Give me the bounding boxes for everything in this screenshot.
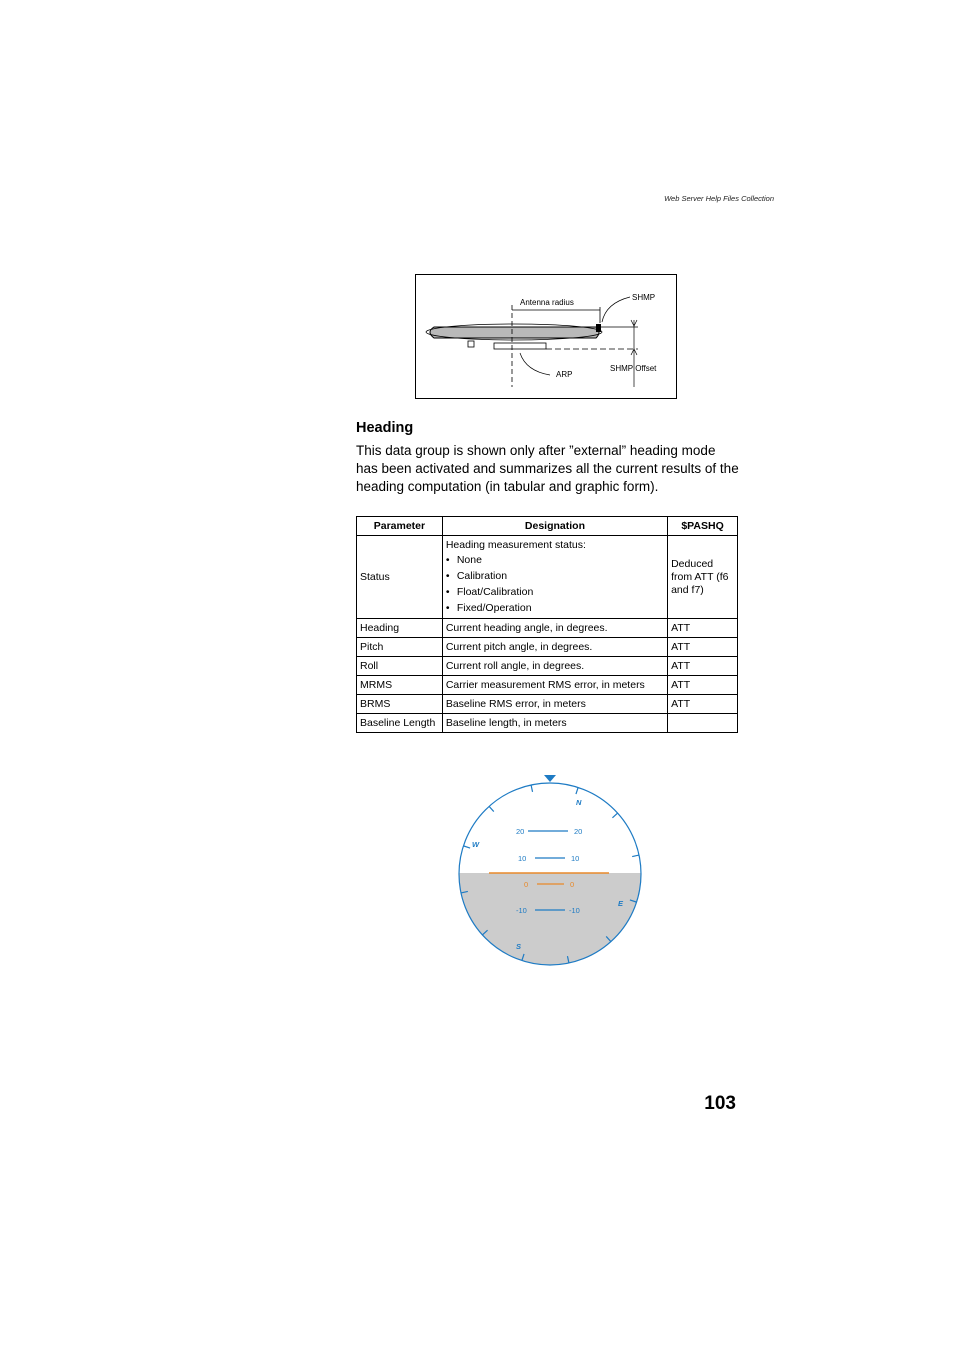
antenna-diagram-graphic (416, 275, 678, 400)
status-pashq-cell: Deduced from ATT (f6 and f7) (668, 536, 738, 619)
pashq-cell: ATT (668, 619, 738, 638)
pitch-label-minus-10-right: -10 (569, 906, 580, 915)
designation-cell: Baseline RMS error, in meters (442, 695, 667, 714)
column-header-designation: Designation (442, 517, 667, 536)
pashq-cell: ATT (668, 657, 738, 676)
cardinal-n: N (576, 798, 582, 807)
table-row (357, 676, 738, 695)
pashq-cell (668, 714, 738, 733)
pitch-label-20-left: 20 (516, 827, 525, 836)
arp-leader (520, 353, 550, 375)
ground-area (454, 873, 646, 970)
shmp-leader (602, 297, 630, 322)
status-intro-text: Heading measurement status: (445, 539, 586, 551)
cardinal-e: E (618, 899, 624, 908)
table-row (357, 638, 738, 657)
heading-pointer-icon (544, 775, 556, 782)
status-parameter-cell: Status (357, 536, 443, 619)
column-header-parameter: Parameter (357, 517, 443, 536)
status-designation-cell (442, 536, 667, 619)
table-row (357, 695, 738, 714)
section-body: This data group is shown only after ”external” heading mode has been activated and summarizes all the current results of the heading computation (in tabular and graphic form). (356, 443, 739, 494)
pitch-label-20-right: 20 (574, 827, 583, 836)
status-list-item: • Calibration (446, 568, 664, 584)
compass-tick (612, 813, 617, 818)
designation-cell: Current pitch angle, in degrees. (442, 638, 667, 657)
status-list-item: • Float/Calibration (446, 584, 664, 600)
antenna-body (430, 327, 599, 338)
pashq-cell: ATT (668, 638, 738, 657)
parameter-cell: Heading (357, 619, 443, 638)
arp-label: ARP (556, 370, 573, 379)
designation-cell: Current roll angle, in degrees. (442, 657, 667, 676)
table-row-status (357, 536, 738, 619)
pitch-label-10-right: 10 (571, 854, 580, 863)
compass-tick (576, 787, 578, 794)
parameter-cell: Roll (357, 657, 443, 676)
pashq-cell: ATT (668, 676, 738, 695)
antenna-connector (468, 341, 474, 347)
cardinal-s: S (516, 942, 522, 951)
parameter-cell: Baseline Length (357, 714, 443, 733)
column-header-pashq: $PASHQ (668, 517, 738, 536)
pitch-label-0-left: 0 (524, 880, 529, 889)
compass-tick (463, 846, 470, 848)
parameter-cell: Pitch (357, 638, 443, 657)
shmp-label: SHMP (632, 293, 656, 302)
parameter-cell: MRMS (357, 676, 443, 695)
designation-cell: Carrier measurement RMS error, in meters (442, 676, 667, 695)
attitude-indicator (454, 772, 646, 970)
table-header-row (357, 517, 738, 536)
parameter-cell: BRMS (357, 695, 443, 714)
heading-parameter-table (356, 516, 738, 733)
shmp-offset-label: SHMP Offset (610, 364, 657, 373)
shmp-marker (596, 324, 601, 332)
table-row (357, 714, 738, 733)
section-title: Heading (356, 420, 414, 436)
pitch-label-10-left: 10 (518, 854, 527, 863)
page-number: 103 (704, 1093, 736, 1114)
antenna-radius-label: Antenna radius (520, 298, 574, 307)
pitch-label-0-right: 0 (570, 880, 575, 889)
running-header: Web Server Help Files Collection (664, 194, 774, 203)
compass-tick (489, 806, 494, 811)
pashq-cell: ATT (668, 695, 738, 714)
pitch-label-minus-10-left: -10 (516, 906, 527, 915)
antenna-diagram (415, 274, 677, 399)
status-list (446, 552, 664, 616)
compass-tick (531, 785, 532, 792)
status-list-item: • Fixed/Operation (446, 600, 664, 616)
table-row (357, 619, 738, 638)
cardinal-w: W (472, 840, 480, 849)
designation-cell: Baseline length, in meters (442, 714, 667, 733)
attitude-indicator-graphic (454, 772, 646, 970)
antenna-base (494, 343, 546, 349)
status-list-item: • None (446, 552, 664, 568)
compass-tick (632, 855, 639, 856)
table-row (357, 657, 738, 676)
designation-cell: Current heading angle, in degrees. (442, 619, 667, 638)
